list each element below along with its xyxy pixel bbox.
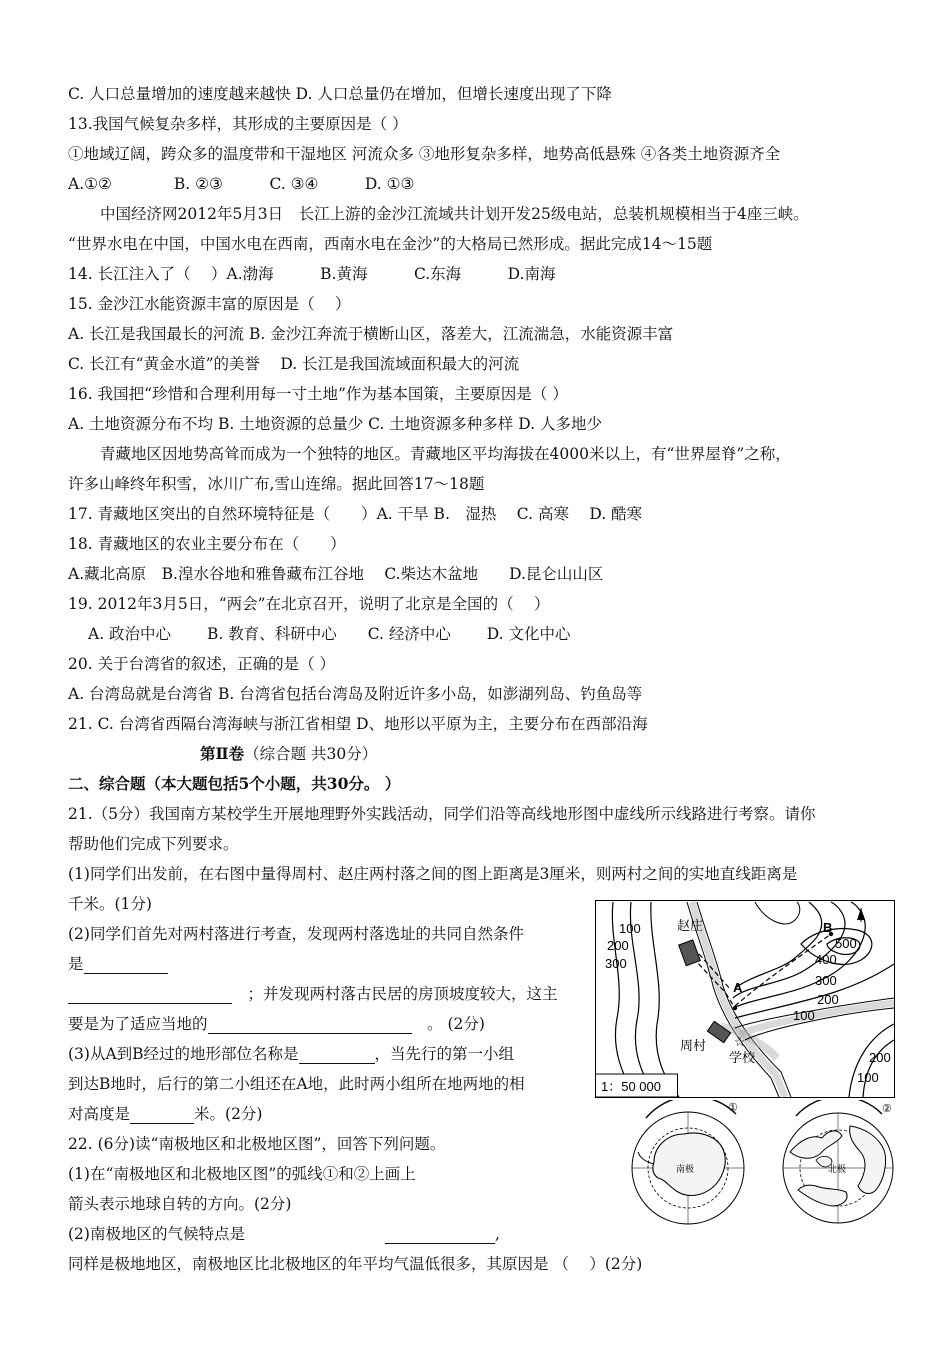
contour-label: 500 (835, 936, 857, 951)
answer-blank[interactable] (130, 1107, 194, 1124)
passage-jinsha: 中国经济网2012年5月3日 长江上游的金沙江流域共计划开发25级电站，总装机规模相当于4座三峡。 (100, 205, 809, 223)
arctic-map (776, 1100, 902, 1226)
contour-label: 100 (793, 1008, 815, 1023)
question-19-options: A. 政治中心 B. 教育、科研中心 C. 经济中心 D. 文化中心 (88, 625, 571, 643)
passage-qingzang: 青藏地区因地势高耸而成为一个独特的地区。青藏地区平均海拔在4000米以上，有“世界屋脊”之称， (100, 445, 791, 463)
option-line: C. 人口总量增加的速度越来越快 D. 人口总量仍在增加，但增长速度出现了下降 (68, 85, 612, 103)
contour-label: 200 (607, 938, 629, 953)
contour-label: 300 (605, 956, 627, 971)
contour-label: 200 (869, 1050, 891, 1065)
answer-blank[interactable] (68, 987, 232, 1004)
question-21-part3: (3)从A到B经过的地形部位名称是 ，当先行的第一小组 (68, 1045, 515, 1063)
south-pole-label: 南极 (676, 1164, 695, 1174)
contour-map (595, 900, 895, 1098)
north-pole-label: 北极 (828, 1164, 847, 1174)
question-17: 17. 青藏地区突出的自然环境特征是（ ）A. 干旱 B. 湿热 C. 高寒 D. 酷寒 (68, 505, 643, 523)
answer-blank[interactable] (84, 957, 168, 974)
question-21-part2-answer: 是 (68, 954, 168, 974)
section-2-title: 第Ⅱ卷（综合题 共30分） (200, 744, 378, 763)
school-star-icon: ☆ (734, 1034, 746, 1049)
question-21-part2-climate: 要是为了适应当地的 。 (2分) (68, 1015, 485, 1033)
question-21-part1-2: 千米。(1分) (68, 895, 152, 913)
question-15-options-cd: C. 长江有“黄金水道”的美誉 D. 长江是我国流域面积最大的河流 (68, 355, 520, 373)
question-20: 20. 关于台湾省的叙述，正确的是（ ） (68, 655, 336, 673)
question-21-intro-2: 帮助他们完成下列要求。 (68, 835, 239, 853)
question-21-part2-roof: ；并发现两村落古民居的房顶坡度较大，这主 (68, 984, 558, 1004)
question-13-statements: ①地域辽阔，跨众多的温度带和干湿地区 河流众多 ③地形复杂多样，地势高低悬殊 ④各类土地资源齐全 (68, 145, 781, 163)
antarctic-map (624, 1100, 754, 1226)
question-22-part2: (2)南极地区的气候特点是 , (68, 1225, 500, 1243)
question-21-part3-height: 对高度是 米。(2分) (68, 1105, 263, 1123)
point-label-b: B (823, 920, 833, 935)
question-22-part2-2: 同样是极地地区，南极地区比北极地区的年平均气温低很多，其原因是 （ ）(2分) (68, 1255, 643, 1273)
question-20-options-ab: A. 台湾岛就是台湾省 B. 台湾省包括台湾岛及附近许多小岛，如澎湖列岛、钓鱼岛等 (68, 685, 643, 703)
question-13: 13.我国气候复杂多样，其形成的主要原因是（ ） (68, 115, 408, 133)
contour-label: 300 (815, 973, 837, 988)
question-22: 22. (6分)读“南极地区和北极地区图”，回答下列问题。 (68, 1135, 446, 1153)
question-18: 18. 青藏地区的农业主要分布在（ ） (68, 535, 346, 553)
arc-label-2: ② (882, 1103, 892, 1115)
answer-blank[interactable] (208, 1017, 412, 1034)
question-14: 14. 长江注入了（ ）A.渤海 B.黄海 C.东海 D.南海 (68, 265, 556, 283)
contour-label: 200 (817, 992, 839, 1007)
point-label-a: A (733, 980, 743, 995)
arc-label-1: ① (728, 1102, 738, 1114)
school-label: 学校 (729, 1050, 756, 1065)
contour-label: 100 (619, 921, 641, 936)
question-20-options-cd: 21. C. 台湾省西隔台湾海峡与浙江省相望 D、地形以平原为主，主要分布在西部沿海 (68, 715, 648, 733)
question-22-part1-2: 箭头表示地球自转的方向。(2分) (68, 1195, 292, 1213)
village-label-zhoucun: 周村 (680, 1038, 707, 1053)
contour-label: 400 (815, 952, 837, 967)
contour-label: 100 (857, 1070, 879, 1085)
question-16: 16. 我国把“珍惜和合理利用每一寸土地”作为基本国策，主要原因是（ ） (68, 385, 568, 403)
answer-blank[interactable] (299, 1047, 375, 1064)
map-scale: 1：50 000 (601, 1079, 661, 1094)
question-15-options-ab: A. 长江是我国最长的河流 B. 金沙江奔流于横断山区，落差大，江流湍急，水能资源丰富 (68, 325, 674, 343)
question-21-part1: (1)同学们出发前，在右图中量得周村、赵庄两村落之间的图上距离是3厘米，则两村之间的实地直线距离是 (68, 865, 798, 883)
village-label-zhaozhuang: 赵庄 (677, 918, 704, 933)
passage-jinsha-2: “世界水电在中国，中国水电在西南，西南水电在金沙”的大格局已然形成。据此完成14～15题 (68, 235, 713, 253)
question-13-options: A.①② B. ②③ C. ③④ D. ①③ (68, 175, 415, 193)
question-15: 15. 金沙江水能资源丰富的原因是（ ） (68, 295, 351, 313)
question-16-options: A. 土地资源分布不均 B. 土地资源的总量少 C. 土地资源多种多样 D. 人多地少 (68, 415, 602, 433)
question-21-intro: 21.（5分）我国南方某校学生开展地理野外实践活动，同学们沿等高线地形图中虚线所示线路进行考察。请你 (68, 805, 816, 823)
section-heading: 二、综合题（本大题包括5个小题，共30分。 ） (68, 774, 401, 793)
question-19: 19. 2012年3月5日，“两会”在北京召开，说明了北京是全国的（ ） (68, 595, 550, 613)
question-18-options: A.藏北高原 B.湟水谷地和雅鲁藏布江谷地 C.柴达木盆地 D.昆仑山山区 (68, 565, 604, 583)
answer-blank[interactable] (385, 1227, 495, 1244)
passage-qingzang-2: 许多山峰终年积雪，冰川广布,雪山连绵。据此回答17～18题 (68, 475, 485, 493)
question-22-part1: (1)在“南极地区和北极地区图”的弧线①和②上画上 (68, 1165, 416, 1183)
question-21-part2: (2)同学们首先对两村落进行考查，发现两村落选址的共同自然条件 (68, 925, 524, 943)
question-21-part3-2: 到达B地时，后行的第二小组还在A地，此时两小组所在地两地的相 (68, 1075, 525, 1093)
